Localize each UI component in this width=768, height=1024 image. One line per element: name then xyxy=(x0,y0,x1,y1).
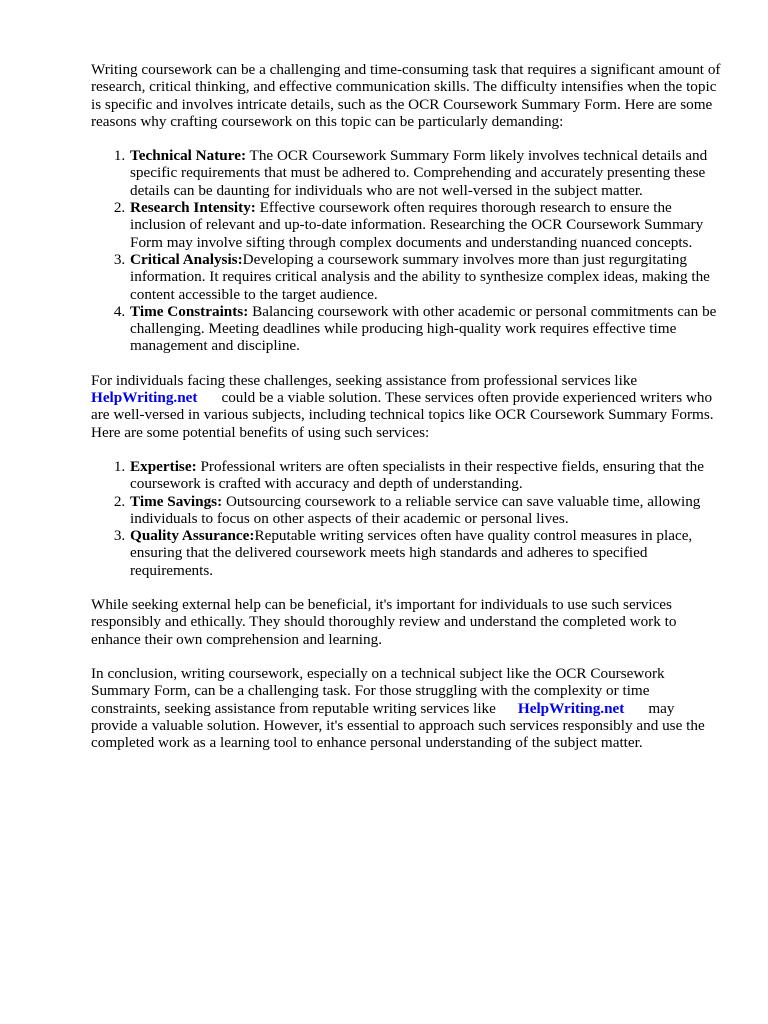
list-item-term: Expertise: xyxy=(130,457,197,475)
list-item-term: Technical Nature: xyxy=(130,147,247,165)
list-item xyxy=(129,458,721,493)
conclusion-text-before: In conclusion, writing coursework, especially on a technical subject like the OCR Coursework Summary Form, can be a challenging task. For those struggling with the complexity or time constraints, seeking assistance from reputable writing services like xyxy=(91,664,665,717)
list-item-text: Outsourcing coursework to a reliable service can save valuable time, allowing individuals to focus on other aspects of their academic or personal lives. xyxy=(130,492,701,527)
list-item xyxy=(129,199,721,251)
helpwriting-link[interactable]: HelpWriting.net xyxy=(517,699,625,717)
list-item-text: Effective coursework often requires thorough research to ensure the inclusion of relevant and up-to-date information. Researching the OCR Coursework Summary Form may involve sifting through complex documents and understanding nuanced concepts. xyxy=(130,199,704,251)
list-item xyxy=(129,493,721,528)
list-item xyxy=(129,527,721,579)
list-item-text: Developing a coursework summary involves more than just regurgitating information. It requires critical analysis and the ability to synthesize complex ideas, making the content accessible to the target audience. xyxy=(130,250,710,303)
list-item-term: Time Savings: xyxy=(130,492,223,510)
list-item-term: Time Constraints: xyxy=(130,302,249,320)
list-item-text: Reputable writing services often have quality control measures in place, ensuring that the delivered coursework meets high standards and adheres to specified requirements. xyxy=(130,527,693,579)
list-item-text: The OCR Coursework Summary Form likely involves technical details and specific requirements that must be adhered to. Comprehending and accurately presenting these details can be daunting for individuals who are not well-versed in the subject matter. xyxy=(130,147,708,199)
list-item-term: Research Intensity: xyxy=(130,199,256,217)
benefits-list xyxy=(91,458,721,579)
list-item-text: Professional writers are often specialists in their respective fields, ensuring that the coursework is crafted with accuracy and depth of understanding. xyxy=(130,457,705,493)
intro-paragraph: Writing coursework can be a challenging and time-consuming task that requires a significant amount of research, critical thinking, and effective communication skills. The difficulty intensifies when the topic is specific and involves intricate details, such as the OCR Coursework Summary Form. Here are some reasons why crafting coursework on this topic can be particularly demanding: xyxy=(91,61,721,130)
helpwriting-link[interactable]: HelpWriting.net xyxy=(91,389,198,407)
conclusion-paragraph xyxy=(91,665,721,751)
list-item xyxy=(129,251,721,303)
list-item-text: Balancing coursework with other academic or personal commitments can be challenging. Meeting deadlines while producing high-quality work requires effective time management and discipline. xyxy=(130,302,717,355)
list-item-term: Critical Analysis: xyxy=(130,250,243,268)
list-item xyxy=(129,303,721,355)
list-item xyxy=(129,147,721,199)
list-item-term: Quality Assurance: xyxy=(130,527,255,545)
document-page xyxy=(91,61,721,768)
assistance-text-after: could be a viable solution. These services often provide experienced writers who are well-versed in various subjects, including technical topics like OCR Coursework Summary Forms. Here are some potential benefits of using such services: xyxy=(91,389,714,441)
assistance-paragraph xyxy=(91,372,721,441)
caution-paragraph: While seeking external help can be beneficial, it's important for individuals to use such services responsibly and ethically. They should thoroughly review and understand the completed work to enhance their own comprehension and learning. xyxy=(91,596,677,648)
conclusion-text-after: may provide a valuable solution. However, it's essential to approach such services responsibly and use the completed work as a learning tool to enhance personal understanding of the subject matter. xyxy=(91,699,705,752)
reasons-list xyxy=(91,147,721,355)
assistance-text-before: For individuals facing these challenges, seeking assistance from professional services like xyxy=(91,371,638,389)
